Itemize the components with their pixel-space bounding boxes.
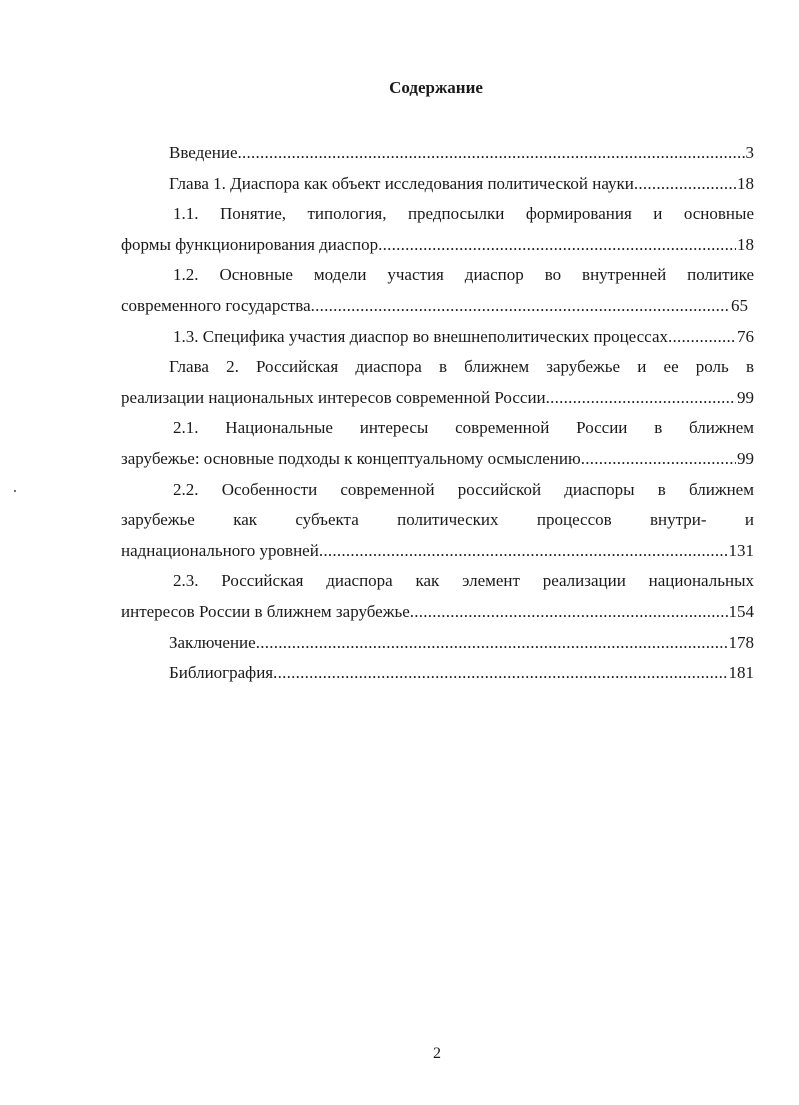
toc-page-number: 3 [745,143,754,162]
toc-entry-1-3 [121,322,754,353]
toc-entry-2-2-line-2: зарубежье как субъекта политических процессов внутри- и [121,510,754,530]
toc-page-number: 181 [728,663,754,683]
dot-leader [546,383,736,414]
toc-entry-text: Глава 1. Диаспора как объект исследования политической науки [169,173,634,193]
toc-page-number: 65 [731,295,748,315]
toc-entry-conclusion [121,628,754,659]
toc-entry-text: формы функционирования диаспор [121,234,379,254]
toc-entry-2-3-line-2 [121,597,754,628]
toc-title: Содержание [389,78,483,97]
toc-entry-intro [121,138,754,169]
toc-entry-2-3-line-1: 2.3. Российская диаспора как элемент реализации национальных [173,571,754,591]
toc-entry-text: зарубежье: основные подходы к концептуальному осмыслению [121,448,581,468]
dot-leader [256,628,728,659]
dot-leader [311,291,730,322]
dot-leader [410,597,728,628]
toc-page-number: 131 [728,540,754,560]
toc-entry-1-1-line-1: 1.1. Понятие, типология, предпосылки формирования и основные [173,204,754,224]
toc-entry-chapter-1 [121,169,754,200]
toc-entry-text: Заключение [169,632,256,652]
dot-leader [273,658,727,689]
toc-entry-2-2-line-1: 2.2. Особенности современной российской диаспоры в ближнем [173,479,754,499]
toc-page-number: 178 [728,632,754,652]
toc-entry-bibliography [121,658,754,689]
toc-entry-text: интересов России в ближнем зарубежье [121,601,410,621]
toc-entry-2-1-line-2 [121,444,754,475]
toc-entry-text: 1.3. Специфика участия диаспор во внешнеполитических процессах [173,326,668,346]
dot-leader [668,322,736,353]
toc-page-number: 18 [737,234,754,254]
dot-leader [378,230,736,261]
toc-entry-2-1-line-1: 2.1. Национальные интересы современной России в ближнем [173,418,754,438]
toc-entry-2-2-line-3 [121,536,754,567]
toc-page-number: 99 [737,448,754,468]
toc-entry-chapter-2-line-1: Глава 2. Российская диаспора в ближнем зарубежье и ее роль в [169,357,754,377]
toc-page-number: 99 [737,387,754,407]
toc-entry-1-1-line-2 [121,230,754,261]
toc-entry-text: реализации национальных интересов современной России [121,387,546,407]
toc-entry-1-2-line-2 [121,291,754,322]
dot-leader [634,169,736,200]
dot-leader [581,444,736,475]
toc-page-number: 18 [737,173,754,193]
scan-speck [14,490,16,492]
toc-entry-chapter-2-line-2 [121,383,754,414]
dot-leader [319,536,728,567]
toc-entry-1-2-line-1: 1.2. Основные модели участия диаспор во внутренней политике [173,265,754,285]
table-of-contents [121,138,754,689]
dot-leader [238,138,745,169]
toc-page-number: 154 [728,601,754,621]
page-number: 2 [433,1045,441,1062]
toc-entry-text: наднационального уровней [121,540,319,560]
toc-entry-text: Введение [169,143,238,162]
toc-page-number: 76 [737,326,754,346]
toc-entry-text: Библиография [169,663,274,683]
toc-entry-text: современного государства [121,295,311,315]
